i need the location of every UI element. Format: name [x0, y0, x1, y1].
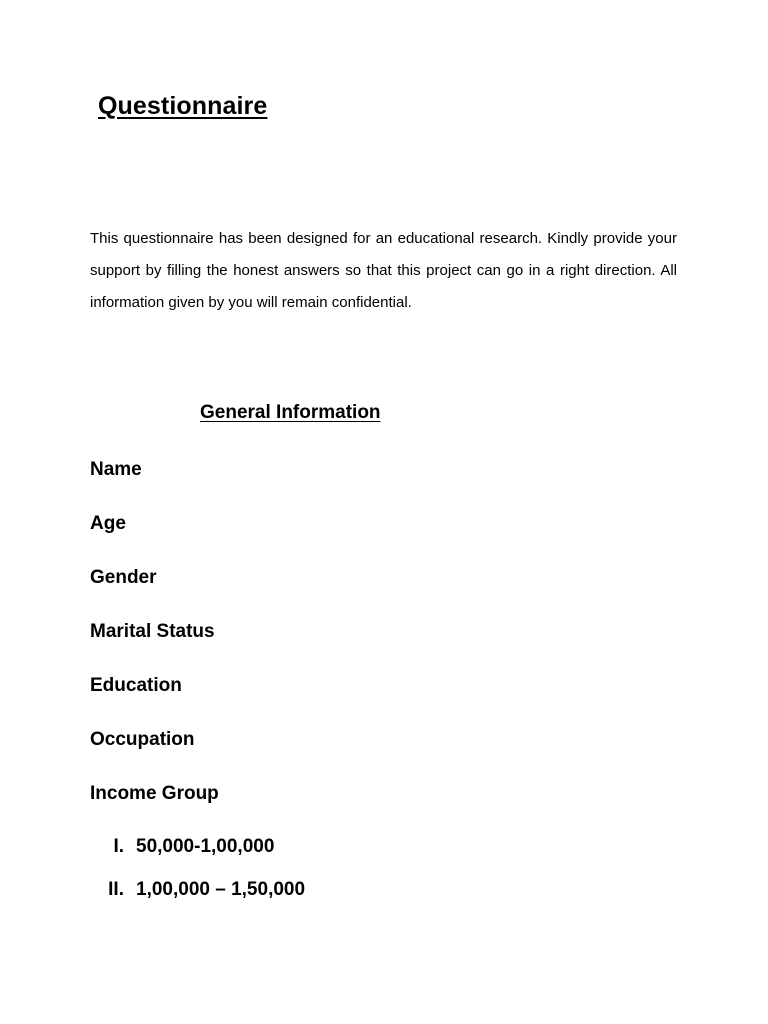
- list-numeral: II.: [108, 879, 124, 900]
- document-title: Questionnaire: [98, 92, 268, 120]
- general-information-fields: [90, 457, 219, 835]
- income-option: [90, 834, 305, 877]
- field-label-education: Education: [90, 675, 182, 696]
- income-range: 1,00,000 – 1,50,000: [136, 879, 306, 900]
- income-group-options: [90, 834, 305, 920]
- intro-paragraph: This questionnaire has been designed for an educational research. Kindly provide your support by filling the honest answers so that this project can go in a right direction. All information given by you will remain confidential.: [90, 230, 677, 311]
- income-range: 50,000-1,00,000: [136, 836, 275, 857]
- field-label-marital-status: Marital Status: [90, 621, 215, 642]
- section-heading-general-information: General Information: [200, 402, 381, 423]
- field-label-gender: Gender: [90, 567, 157, 588]
- field-label-name: Name: [90, 459, 142, 480]
- field-label-occupation: Occupation: [90, 729, 195, 750]
- list-numeral: I.: [113, 836, 124, 857]
- field-label-income-group: Income Group: [90, 783, 219, 804]
- field-label-age: Age: [90, 513, 126, 534]
- income-option: [90, 877, 305, 920]
